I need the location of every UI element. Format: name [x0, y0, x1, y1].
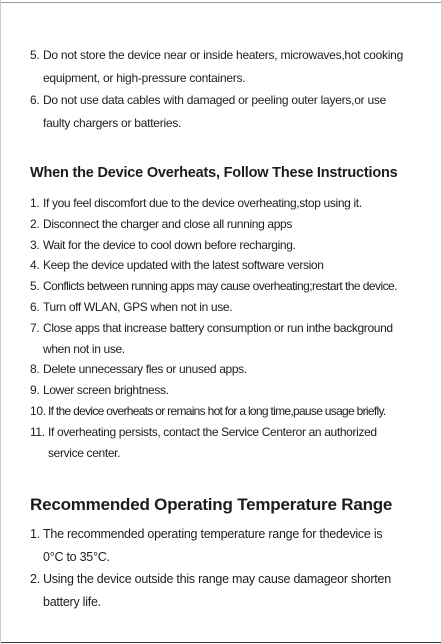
- item-number: 2.: [30, 572, 40, 586]
- item-number: 6.: [30, 299, 40, 314]
- list-item: [30, 523, 435, 568]
- list-item: [30, 380, 440, 401]
- item-number: 5.: [30, 48, 40, 62]
- item-text: Wait for the device to cool down before recharging.: [43, 237, 296, 252]
- item-text: Conflicts between running apps may cause overheating;restart the device.: [43, 279, 397, 294]
- item-number: 7.: [30, 320, 40, 335]
- item-number: 9.: [30, 383, 40, 398]
- list-item: [30, 359, 440, 380]
- overheating-list: [30, 193, 440, 463]
- item-text: Using the device outside this range may cause damageor shorten: [43, 572, 391, 586]
- item-text: If the device overheats or remains hot for a long time,pause usage briefly.: [48, 403, 386, 418]
- list-item: [30, 297, 440, 318]
- item-text: Delete unnecessary fles or unused apps.: [43, 362, 247, 377]
- list-item: [30, 401, 440, 422]
- item-text-continued: service center.: [48, 445, 121, 460]
- temperature-list: [30, 523, 435, 613]
- item-text-continued: faulty chargers or batteries.: [43, 115, 182, 130]
- item-number: 5.: [30, 279, 40, 294]
- item-number: 3.: [30, 237, 40, 252]
- list-item: [30, 44, 435, 89]
- list-item: [30, 276, 440, 297]
- item-text: Do not use data cables with damaged or peeling outer layers,or use: [43, 93, 387, 107]
- item-text-continued: when not in use.: [43, 341, 125, 356]
- item-text-continued: 0°C to 35°C.: [43, 549, 110, 564]
- item-number: 1.: [30, 196, 40, 210]
- precautions-list: [30, 44, 435, 134]
- item-number: 10.: [30, 403, 46, 418]
- list-item: [30, 235, 440, 256]
- top-border: [1, 2, 441, 3]
- temperature-heading: Recommended Operating Temperature Range: [30, 495, 393, 514]
- item-number: 2.: [30, 216, 40, 231]
- list-item: [30, 214, 440, 235]
- list-item: [30, 318, 440, 360]
- item-text: Keep the device updated with the latest software version: [43, 258, 324, 273]
- item-text: Turn off WLAN, GPS when not in use.: [43, 299, 233, 314]
- item-text: If overheating persists, contact the Service Centeror an authorized: [48, 424, 377, 439]
- item-text-continued: battery life.: [43, 594, 101, 609]
- item-text-continued: equipment, or high-pressure containers.: [43, 70, 246, 85]
- item-number: 8.: [30, 362, 40, 377]
- list-item: [30, 255, 440, 276]
- item-text: Lower screen brightness.: [43, 383, 169, 398]
- list-item: [30, 422, 440, 464]
- overheating-heading: When the Device Overheats, Follow These Instructions: [30, 165, 398, 181]
- bottom-border: [1, 642, 441, 643]
- item-number: 4.: [30, 258, 40, 273]
- item-number: 11.: [30, 424, 45, 439]
- list-item: [30, 193, 440, 214]
- item-text: The recommended operating temperature range for thedevice is: [43, 527, 383, 541]
- item-text: Close apps that increase battery consumption or run inthe background: [43, 320, 393, 335]
- item-text: If you feel discomfort due to the device overheating,stop using it.: [43, 196, 362, 210]
- item-text: Do not store the device near or inside heaters, microwaves,hot cooking: [43, 48, 404, 62]
- item-text: Disconnect the charger and close all running apps: [43, 216, 293, 231]
- item-number: 1.: [30, 527, 40, 541]
- list-item: [30, 568, 435, 613]
- item-number: 6.: [30, 93, 40, 107]
- list-item: [30, 89, 435, 134]
